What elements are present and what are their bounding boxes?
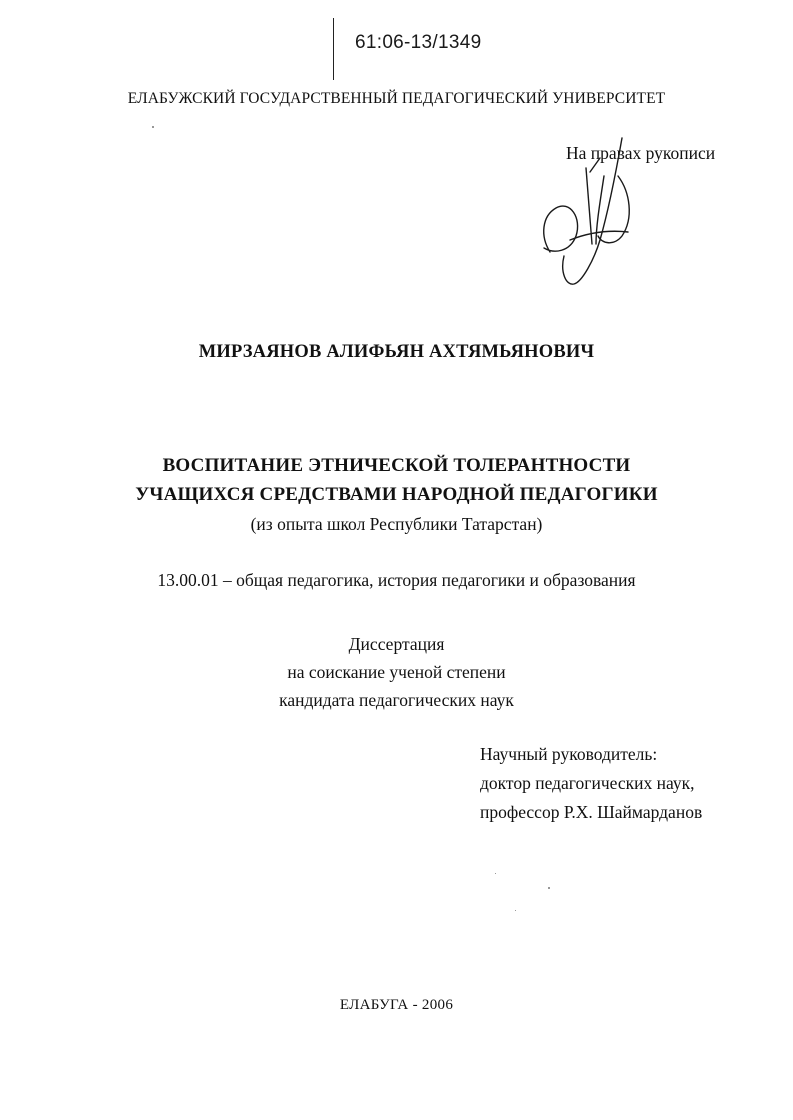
dissertation-block xyxy=(0,630,793,714)
advisor-line-1: Научный руководитель: xyxy=(480,744,658,764)
advisor-line-2: доктор педагогических наук, xyxy=(480,773,695,793)
thesis-title-line-2: УЧАЩИХСЯ СРЕДСТВАМИ НАРОДНОЙ ПЕДАГОГИКИ xyxy=(135,484,658,505)
specialty-code: 13.00.01 – общая педагогика, история педагогики и образования xyxy=(157,570,636,590)
handwritten-signature xyxy=(530,132,640,292)
city-year: ЕЛАБУГА - 2006 xyxy=(339,997,454,1013)
advisor-line-3: профессор Р.Х. Шаймарданов xyxy=(480,802,703,822)
archive-stamp: 61:06-13/1349 xyxy=(355,32,482,53)
scan-speck xyxy=(152,126,154,128)
manuscript-note: На правах рукописи xyxy=(566,143,716,163)
scan-speck xyxy=(515,910,516,911)
university-name: ЕЛАБУЖСКИЙ ГОСУДАРСТВЕННЫЙ ПЕДАГОГИЧЕСКИЙ УНИВЕРСИТЕТ xyxy=(127,90,666,107)
author-name: МИРЗАЯНОВ АЛИФЬЯН АХТЯМЬЯНОВИЧ xyxy=(198,342,595,362)
dissertation-line-1: Диссертация xyxy=(348,634,445,654)
dissertation-line-3: кандидата педагогических наук xyxy=(279,690,514,710)
thesis-subtitle: (из опыта школ Республики Татарстан) xyxy=(250,514,543,534)
scan-speck xyxy=(495,873,496,874)
advisor-block xyxy=(480,740,702,827)
dissertation-line-2: на соискание ученой степени xyxy=(287,662,506,682)
stamp-divider xyxy=(333,18,334,80)
thesis-title-line-1: ВОСПИТАНИЕ ЭТНИЧЕСКОЙ ТОЛЕРАНТНОСТИ xyxy=(162,455,631,476)
scan-speck xyxy=(548,887,550,889)
